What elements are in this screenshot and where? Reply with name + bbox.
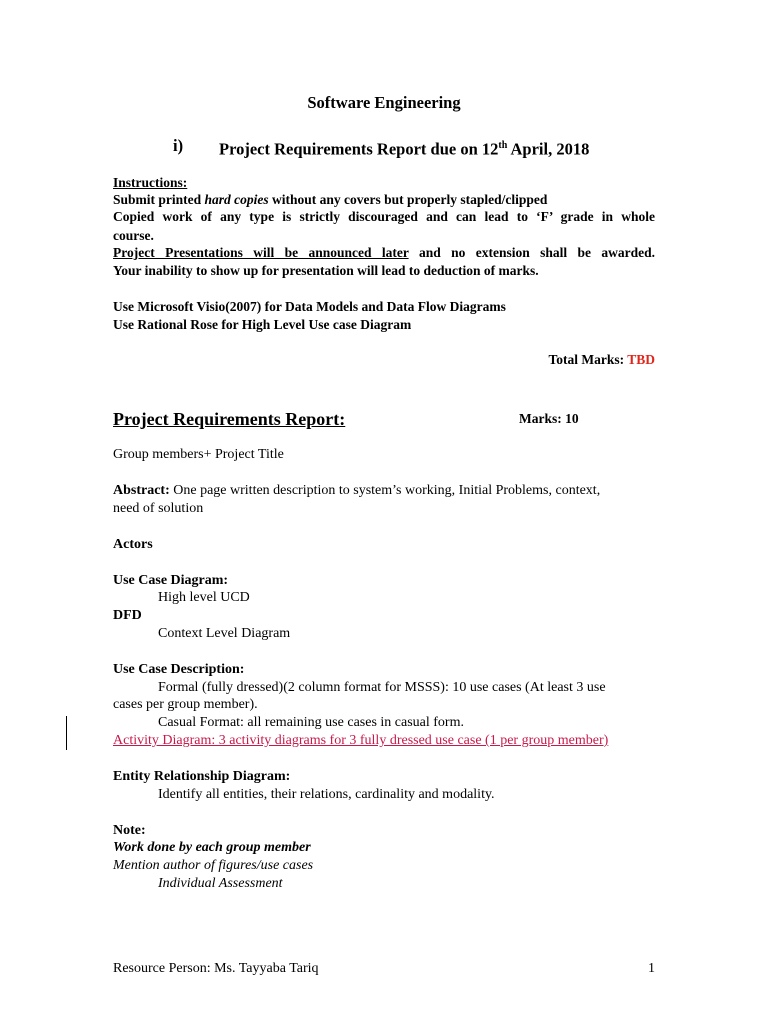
section-heading [219, 136, 589, 160]
use-case-diagram-item: High level UCD [158, 590, 250, 605]
abstract-line-2: need of solution [113, 501, 204, 516]
erd-item: Identify all entities, their relations, cardinality and modality. [158, 787, 495, 802]
report-heading: Project Requirements Report: [113, 409, 346, 429]
abstract-text-1: One page written description to system’s working, Initial Problems, context, [169, 483, 601, 498]
erd-label: Entity Relationship Diagram: [113, 769, 291, 784]
group-line: Group members+ Project Title [113, 447, 284, 462]
revision-change-bar [66, 716, 67, 750]
casual-line: Casual Format: all remaining use cases in casual form. [158, 715, 464, 730]
instr4-underlined: Project Presentations will be announced later [113, 245, 409, 260]
instr1-em: hard copies [204, 192, 269, 207]
section-heading-sup: th [498, 140, 508, 151]
instructions-line-5: Your inability to show up for presentation will lead to deduction of marks. [113, 263, 539, 278]
instr1-a: Submit printed [113, 192, 205, 207]
use-case-diagram-label: Use Case Diagram: [113, 573, 229, 588]
instructions-line-2: Copied work of any type is strictly discouraged and can lead to ‘F’ grade in whole [113, 209, 655, 224]
abstract-label: Abstract: [113, 483, 170, 498]
total-marks [548, 351, 655, 369]
section-heading-date: April, 2018 [507, 139, 590, 159]
footer-resource-person: Resource Person: Ms. Tayyaba Tariq [113, 961, 319, 976]
use-case-description-label: Use Case Description: [113, 662, 245, 677]
tools-visio: Use Microsoft Visio(2007) for Data Models and Data Flow Diagrams [113, 299, 506, 314]
dfd-item: Context Level Diagram [158, 626, 291, 641]
instructions-label: Instructions: [113, 175, 188, 190]
note-label: Note: [113, 823, 146, 838]
document-title: Software Engineering [307, 93, 461, 112]
instr4-rest: and no extension shall be awarded. [408, 245, 655, 260]
tools-rose: Use Rational Rose for High Level Use case Diagram [113, 317, 412, 332]
dfd-label: DFD [113, 608, 142, 623]
instructions-line-3: course. [113, 228, 154, 243]
total-marks-value: TBD [627, 352, 655, 367]
formal-line-2: cases per group member). [113, 697, 258, 712]
instructions-line-4 [113, 244, 655, 262]
section-heading-text: Project Requirements Report due on 12 [219, 139, 499, 159]
instructions-line-1 [113, 191, 547, 209]
note-line-2: Mention author of figures/use cases [113, 858, 314, 873]
total-marks-label: Total Marks: [548, 352, 628, 367]
abstract-line-1 [113, 482, 600, 500]
actors-label: Actors [113, 537, 153, 552]
report-marks: Marks: 10 [519, 411, 579, 426]
activity-diagram-line: Activity Diagram: 3 activity diagrams for 3 fully dressed use case (1 per group member) [113, 733, 609, 748]
note-line-1: Work done by each group member [113, 840, 311, 855]
section-number: i) [173, 136, 184, 155]
footer-page-number: 1 [648, 961, 655, 976]
note-line-3: Individual Assessment [158, 876, 283, 891]
formal-line-1: Formal (fully dressed)(2 column format for MSSS): 10 use cases (At least 3 use [158, 680, 606, 695]
instr1-b: without any covers but properly stapled/clipped [268, 192, 548, 207]
